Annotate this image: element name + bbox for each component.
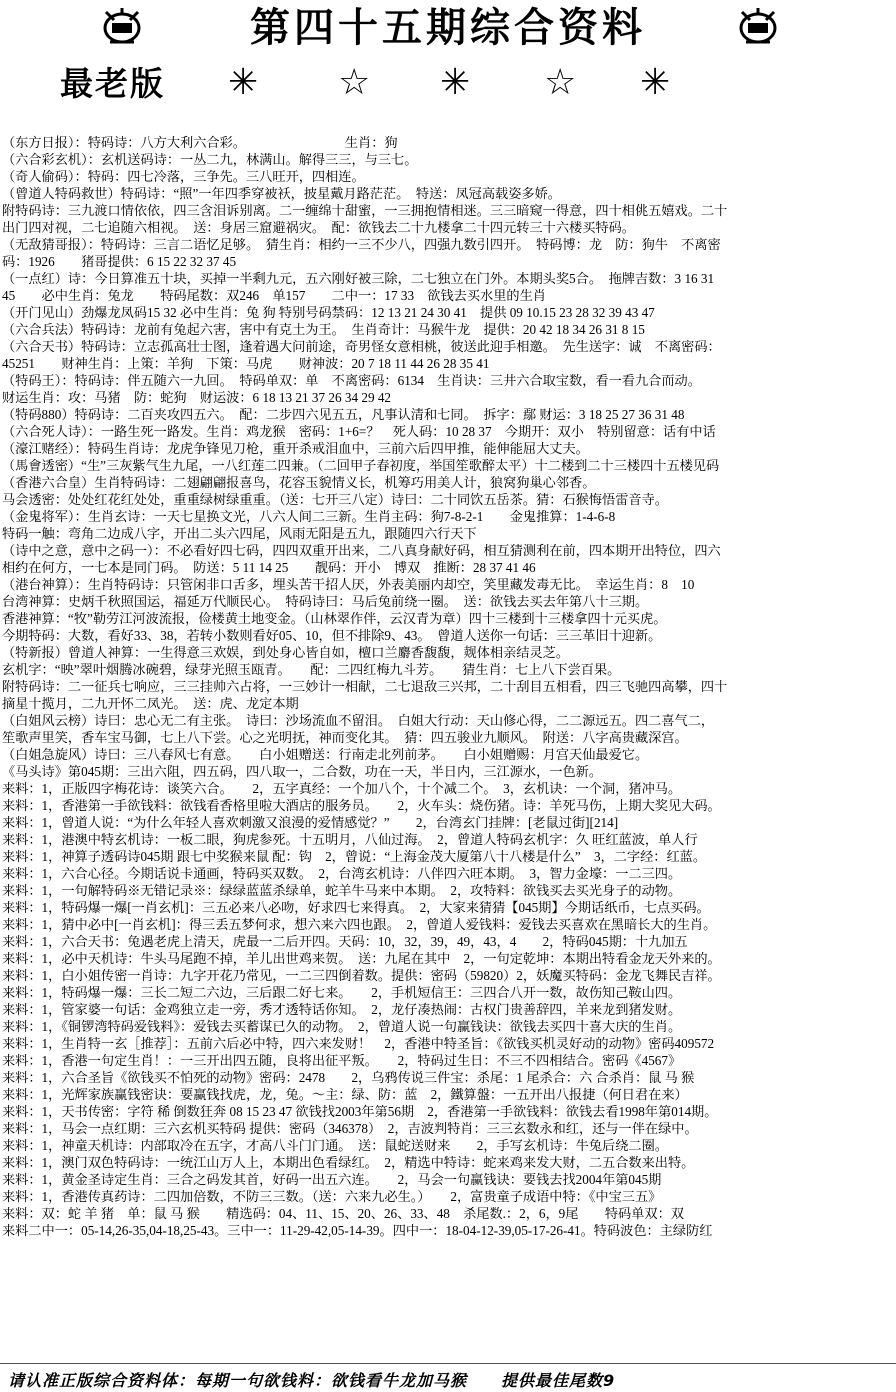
text-line: 来料：1，一句解特码※无错记录※：绿绿蓝蓝杀绿单，蛇羊牛马来中本期。 2，攻特料：欲钱买去买光身子的动物。 (2, 883, 682, 898)
text-line: （无敌猜哥报）：特码诗：三言二语忆足够。 猜生肖：相约一三不少八，四强九数引四开。 特码博：龙 防：狗牛 不离密 (2, 237, 721, 252)
text-line: 台湾神算：史炳千秋照国运，福延万代顺民心。 特码诗曰：马后兔前绕一圈。 送：欲钱去买去年第八十三期。 (2, 594, 649, 609)
text-line: 来料：1，必中天机诗：牛头马尾跑不掉，羊儿出世鸡来贺。 送：九尾在其中 2，一句定乾坤：本期出特看金龙天外来的。 (2, 951, 721, 966)
text-line: （曾道人特码救世）特码诗：“照”一年四季穿被袄，披星戴月路茫茫。 特送：凤冠高载姿多娇。 (2, 186, 561, 201)
text-line: （白姐急旋风）诗曰：三八春风七有意。 白小姐赠送：行南走北列前茅。 白小姐赠赐：月宫天仙最爱它。 (2, 747, 649, 762)
text-line: （东方日报）：特码诗：八方大利六合彩。 生肖：狗 (2, 135, 398, 150)
asterisk-star-icon: ✳ (228, 62, 259, 103)
text-line: 来料：1，神算子透码诗045期 跟七中奖猴来鼠 配：钩 2，曾说：“上海金茂大厦第八十八楼是什么” 3，二字经：红蓝。 (2, 849, 707, 864)
text-line: （港台神算）：生肖特码诗：只管闲非口舌多，埋头苦干招人厌，外表美丽内却空，笑里藏发毒无比。 幸运生肖：8 10 (2, 577, 695, 592)
text-line: （特码王）：特码诗：伴五随六一九回。 特码单双：单 不离密码：6134 生肖诀：三井六合取宝数，看一看九合而动。 (2, 373, 701, 388)
edition-label: 最老版 (60, 64, 165, 103)
text-line: 笙歌声里笑，香车宝马御，七上八下尝。心之光明抚，神而变化其。 猜：四五骏业九顺风。 附送：八字高贵藏深宫。 (2, 730, 688, 745)
text-line: （六合彩玄机）：玄机送码诗：一丛二九，林满山。解得三三，与三七。 (2, 152, 418, 167)
text-line: 来料：1，港澳中特玄机诗：一板二眼，狗虎参死。十五明月，八仙过海。 2，曾道人特码玄机字：久 旺红蓝波，单人行 (2, 832, 698, 847)
page-header (0, 0, 896, 120)
text-line: （奇人偷码）：特码：四七冷落，三争先。三八旺开，四相连。 (2, 169, 365, 184)
footer-banner (0, 1363, 896, 1392)
text-line: 来料：1，白小姐传密一肖诗：九字开花乃常见，一二三四倒着数。提供：密码（59820）2，妖魔买特码：金龙飞舞民吉祥。 (2, 968, 721, 983)
text-line: 来料：1，管家婆一句话：金鸡独立走一旁，秀才透特话你知。 2，龙仔凑热闹：古权门贵善辞四，羊来龙到猪发财。 (2, 1002, 682, 1017)
text-line: 今期特码：大数，看好33、38，若转小数则看好05、10，但不排除9、43。 曾道人送你一句话：三三革旧十迎新。 (2, 628, 662, 643)
text-line: 来料：1，《铜锣湾特码爱钱料》：爱钱去买蓄谋已久的动物。 2，曾道人说一句赢钱诀：欲钱去买四十喜大庆的生肖。 (2, 1019, 682, 1034)
asterisk-star-icon: ✳ (640, 62, 671, 103)
text-line: 玄机字：“映”翠叶烟腾冰碗碧，绿芽光照玉瓯青。 配：二四红梅九斗芳。 猜生肖：七上八下尝百果。 (2, 662, 621, 677)
text-line: （特码880）特码诗：二百夹攻四五六。 配：二步四六见五五，凡事认清和七同。 拆字：鄢 财运：3 18 25 27 36 31 48 (2, 407, 685, 422)
text-line: （白姐风云榜）诗曰：忠心无二有主张。 诗曰：沙场流血不留泪。 白姐大行动：天山修心得，二二源远五。四二喜气二， (2, 713, 715, 728)
text-line: （六合死人诗）：一路生死一路发。生肖：鸡龙猴 密码：1+6=？ 死人码：10 28 37 今期开：双小 特别留意：话有中话 (2, 424, 716, 439)
text-line: （濠江赌经）：特码生肖诗：龙虎争锋见刀枪，重开杀戒泪血中，三前六后四甲推，能伸能屈大丈夫。 (2, 441, 589, 456)
text-line: （馬會透密）“生”三灰紫气生九尾，一八红莲二四兼。（二回甲子春初度，举国笙歌醉太平）十二楼到二十三楼四十五楼见码 (2, 458, 720, 473)
text-line: （六合兵法）特码诗：龙前有兔起六害，害中有克土为王。 生肖奇计：马猴牛龙 提供：20 42 18 34 26 31 8 15 (2, 322, 645, 337)
text-line: 附特码诗：三九渡口情依依，四三含泪诉别离。二一缠绵十甜蜜，一三拥抱情相迷。三三暗窥一得意，四十相佻五嬉戏。二十 (2, 203, 728, 218)
text-line: 来料：1，香港一句定生肖！：一三开出四五随，良将出征平叛。 2，特码过生日：不三不四相结合。密码《4567》 (2, 1053, 682, 1068)
text-line: 来料：1，特码爆一爆：三长二短二六边，三后跟二好七来。 2，手机短信王：三四合八开一数，故伤知己鞍山四。 (2, 985, 682, 1000)
text-line: 来料：1，生肖特一玄［推荐］：五前六后必中特，四六来发财！ 2，香港中特圣旨：《欲钱买机灵好动的动物》密码409572 (2, 1036, 715, 1051)
badge-logo-icon (736, 6, 780, 46)
text-line: 来料：1，光辉家族赢钱密诀：要赢钱找虎，龙，兔。～主：绿、防：蓝 2，鐵算盤：一五开出八报捷（何日君在来） (2, 1087, 688, 1102)
text-line: 来料：1，天书传密：字符 稀 倒数狂奔 08 15 23 47 欲钱找2003年第56期 2，香港第一手欲钱料：欲钱去看1998年第014期。 (2, 1104, 718, 1119)
text-line: 来料：1，澳门双色特码诗：一统江山万人上，本期出色看绿红。 2，精选中特诗：蛇来鸡来发大财，二五合数来出特。 (2, 1155, 695, 1170)
text-line: 来料：1，正版四字梅花诗：谈笑六合。 2，五字真经：一个加八个，十个减二个。 3，玄机诀：一个洞，猪冲马。 (2, 781, 682, 796)
text-line: 香港神算：“牧”勒劳江河波流报，俭楼黄土地变金。（山林翠作伴，云汉青为章）四十三楼到十三楼拿四十元买虎。 (2, 611, 667, 626)
text-line: 45 必中生肖：兔龙 特码尾数：双246 单157 二中一：17 33 欲钱去买水里的生肖 (2, 288, 546, 303)
text-line: （开门见山）劲爆龙凤码15 32 必中生肖：兔 狗 特别号码禁码：12 13 21 24 30 41 提供 09 10.15 23 28 32 39 43 47 (2, 305, 655, 320)
text-line: （香港六合皇）生肖特码诗：二翅翩翩报喜鸟，花容玉貌情义长，机筹巧用美人计，狼窝狗巢心邻香。 (2, 475, 596, 490)
text-line: （一点红）诗：今日算准五十块，买掉一半剩九元，五六刚好被三除，二七独立在门外。本期头奖5合。 拖牌吉数：3 16 31 (2, 271, 715, 286)
text-line: 来料：双：蛇 羊 猪 单：鼠 马 猴 精选码：04、11、15、20、26、33、48 杀尾数.：2，6，9尾 特码单双：双 (2, 1206, 684, 1221)
star-row (228, 60, 671, 110)
page-title: 第四十五期综合资料 (250, 4, 646, 51)
text-line: 来料：1，马会一点红期：三六玄机买特码 提供：密码（346378） 2，吉波判特肖：三三玄数永和红，还与一伴在绿中。 (2, 1121, 698, 1136)
text-line: （金鬼将军）：生肖玄诗：一天七星换文光，八六人间二三新。生肖主码：狗7-8-2-1 金鬼推算：1-4-6-8 (2, 509, 616, 524)
text-line: 来料：1，六合心径。今期话说卡通画，特码买双数。 2，台湾玄机诗：八伴四六旺本期。 3，智力金壕：一二三四。 (2, 866, 682, 881)
text-line: （六合天书）特码诗：立志孤高壮士图，逢着遇大问前途，奇男怪女意相桃，彼送此迎手相邀。 先生送字：诚 不离密码： (2, 339, 721, 354)
text-line: 来料：1，香港传真药诗：二四加倍数，不防三三数。（送：六来九必生。） 2，富贵童子成语中特：《中宝三五》 (2, 1189, 662, 1204)
text-line: 相约在何方，一七本是同门码。 防送：5 11 14 25 靓码：开小 博双 推断：28 37 41 46 (2, 560, 536, 575)
text-line: 45251 财神生肖：上策：羊狗 下策：马虎 财神波：20 7 18 11 44 26 28 35 41 (2, 356, 490, 371)
asterisk-star-icon: ✳ (440, 62, 471, 103)
text-line: 出门四对视，二七追随六相视。 送：身居三窟避祸灾。 配：欲钱去二十九楼拿二十四元转三十六楼买特码。 (2, 220, 635, 235)
text-line: 来料二中一：05-14,26-35,04-18,25-43。三中一：11-29-42,05-14-39。四中一：18-04-12-39,05-17-26-41。特码波色：主绿防红 (2, 1223, 713, 1238)
text-line: 特码一触：弯角二边成八字，开出二头六四尾，风雨无阳是五九，跟随四六行天下 (2, 526, 477, 541)
text-line: 马会透密：处处红花红处处，重重绿树绿重重。（送：七开三八定）诗曰：二十同饮五岳茶。猜：石猴悔悟雷音寺。 (2, 492, 668, 507)
outline-star-icon: ☆ (544, 62, 577, 103)
text-line: 《马头诗》第045期：三出六阻，四五码，四八取一，二合数，功在一天，半日内，三江源水，一色新。 (2, 764, 603, 779)
text-line: 来料：1，神童天机诗：内部取冷在五字，才高八斗门门通。 送：鼠蛇送财来 2，手写玄机诗：牛兔后绕二圈。 (2, 1138, 668, 1153)
footer-text: 请认准正版综合资料体：每期一句欲钱料：欲钱看牛龙加马猴 提供最佳尾数9 (8, 1371, 616, 1390)
text-line: 来料：1，黄金圣诗定生肖：三合之码发其首，好码一出五六连。 2，马会一句赢钱诀：要钱去找2004年第045期 (2, 1172, 662, 1187)
outline-star-icon: ☆ (338, 62, 371, 103)
text-line: 来料：1，六合天书：兔遇老虎上清天，虎最一二后开四。天码：10，32，39，49，43，4 2，特码045期：十九加五 (2, 934, 688, 949)
text-line: 码：1926 猪哥提供：6 15 22 32 37 45 (2, 254, 237, 269)
text-line: 来料：1，猜中必中[一肖玄机]：得三丢五梦何求，想六来六四也跟。 2，曾道人爱钱料：爱钱去买喜欢在黑暗长大的生肖。 (2, 917, 717, 932)
text-line: 摘星十揽月，二九开怀二凤光。 送：虎、龙定本期 (2, 696, 299, 711)
text-line: 来料：1，曾道人说：“为什么年轻人喜欢刺激又浪漫的爱情感觉？” 2，台湾玄门挂牌：[老鼠过街][214] (2, 815, 619, 830)
text-line: （诗中之意，意中之码一）：不必看好四七码，四四双重开出来，二八真身献好码，相互猜测利在前，四本期开出特位，四六 (2, 543, 721, 558)
text-line: 财运生肖：攻：马猪 防：蛇狗 财运波：6 18 13 21 37 26 34 29 42 (2, 390, 392, 405)
content-body (2, 134, 894, 1362)
text-line: 来料：1，特码爆一爆[一肖玄机]：三五必来八必吻，好求四七来得真。 2，大家来猜猜【045期】今期话纸币，七点买码。 (2, 900, 710, 915)
text-line: 来料：1，六合圣旨《欲钱买不怕死的动物》密码：2478 2，乌鸦传说三件宝：杀尾：1 尾杀合：六 合杀肖：鼠 马 猴 (2, 1070, 695, 1085)
text-line: （特新报）曾道人神算：一生得意三欢娱，到处身心皆自如，檀口兰麝香馥馥，觌体相亲结灵芝。 (2, 645, 570, 660)
text-line: 来料：1，香港第一手欲钱料：欲钱看香格里啦大酒店的服务员。 2，火车头：烧伤猪。诗：羊死马伤，上期大奖见大码。 (2, 798, 721, 813)
text-line: 附特码诗：二一征兵七响应，三三挂帅六占将，一三妙计一相献，二七退敌三兴邦，二十刮目五相看，四三飞驰四高攀，四十 (2, 679, 728, 694)
